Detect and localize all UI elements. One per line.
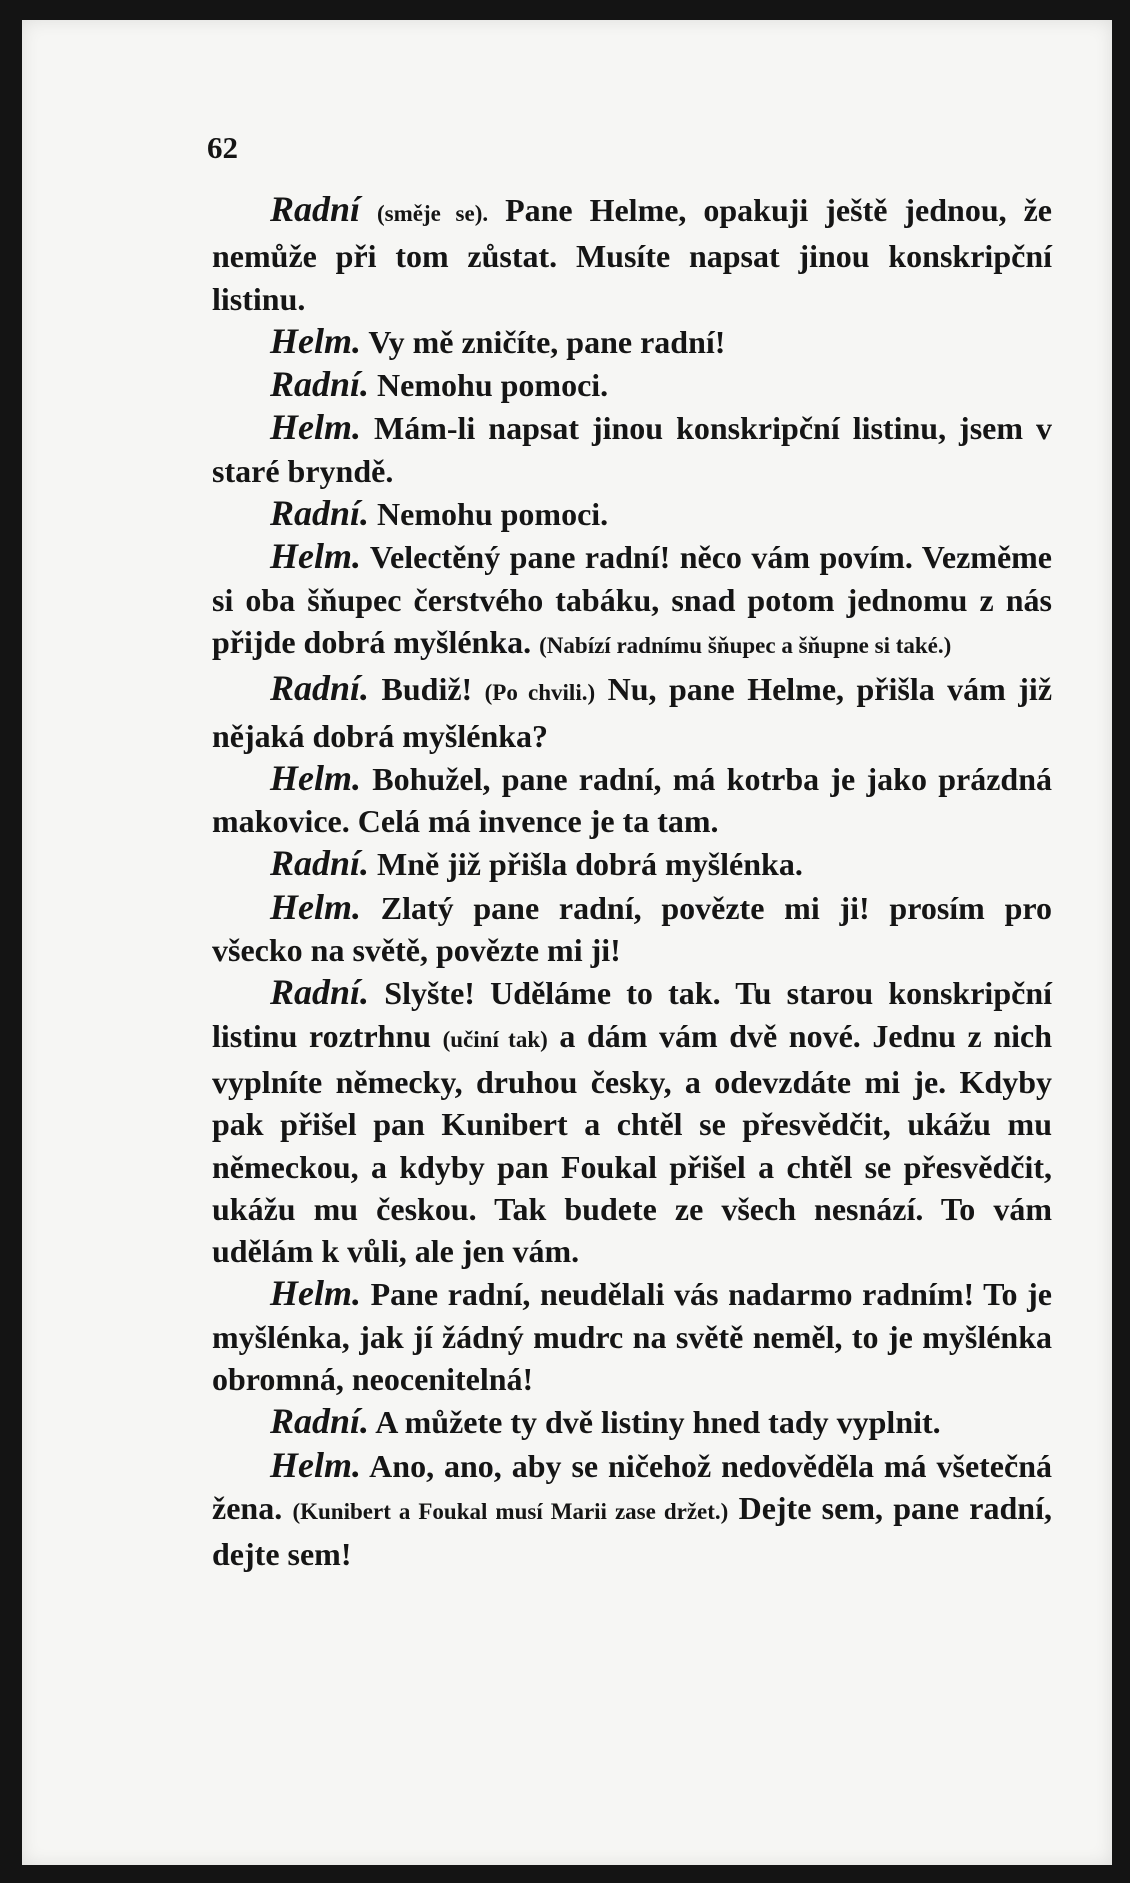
dialogue-paragraph	[212, 406, 1052, 492]
dialogue-paragraph	[212, 188, 1052, 320]
speaker-name: Helm.	[270, 886, 361, 927]
dialogue-paragraph	[212, 492, 1052, 535]
speaker-name: Radní.	[270, 493, 370, 534]
dialogue-paragraph	[212, 320, 1052, 363]
dialogue-line: Slyšte! Uděláme to tak. Tu starou konskripční listinu roztrhnu	[212, 975, 1053, 1054]
dialogue-line: Vy mě zničíte, pane radní!	[368, 323, 726, 360]
dialogue-line: Zlatý pane radní, povězte mi ji! prosím pro všecko na světě, povězte mi ji!	[212, 889, 1053, 969]
speaker-name: Radní.	[270, 1401, 370, 1442]
stage-direction: (Nabízí radnímu šňupec a šňupne si také.)	[539, 632, 952, 658]
speaker-name: Helm.	[270, 320, 361, 361]
speaker-name: Helm.	[270, 1273, 361, 1314]
speaker-name: Helm.	[270, 407, 361, 448]
speaker-name: Radní.	[270, 364, 370, 405]
dialogue-paragraph	[212, 1272, 1052, 1400]
speaker-name: Radní.	[270, 668, 370, 709]
speaker-name: Radní.	[270, 843, 370, 884]
stage-direction: (učiní tak)	[442, 1026, 548, 1052]
dialogue-paragraph	[212, 886, 1052, 972]
dialogue-paragraph	[212, 971, 1052, 1272]
dialogue-line: Budiž!	[381, 671, 473, 708]
dialogue-paragraph	[212, 667, 1052, 757]
speaker-name: Helm.	[270, 1444, 361, 1485]
stage-direction: (Kunibert a Foukal musí Marii zase držet.)	[292, 1498, 729, 1524]
dialogue-line: Pane radní, neudělali vás nadarmo radním! To je myšlénka, jak jí žádný mudrc na světě neměl, to je myšlénka obromná, neocenitelná!	[212, 1276, 1053, 1398]
dialogue-line: Nemohu pomoci.	[377, 496, 609, 533]
dialogue-paragraph	[212, 842, 1052, 885]
dialogue-paragraph	[212, 757, 1052, 843]
dialogue-paragraph	[212, 363, 1052, 406]
dialogue-line: Nu, pane Helme, přišla vám již nějaká dobrá myšlénka?	[212, 671, 1053, 754]
speaker-name: Radní.	[270, 972, 370, 1013]
book-page	[22, 20, 1112, 1865]
dialogue-paragraph	[212, 1400, 1052, 1443]
speaker-name: Radní	[270, 189, 361, 229]
dialogue-line: Ano, ano, aby se ničehož nedověděla má všetečná žena.	[212, 1447, 1053, 1526]
dialogue-line: Mám-li napsat jinou konskripční listinu, jsem v staré bryndě.	[212, 410, 1053, 489]
stage-direction: (Po chvili.)	[484, 680, 596, 706]
dialogue-paragraph	[212, 535, 1052, 667]
dialogue-line: Nemohu pomoci.	[377, 367, 609, 404]
stage-direction: (směje se).	[377, 201, 489, 226]
dialogue-line: A můžete ty dvě listiny hned tady vyplnit.	[375, 1404, 941, 1441]
dialogue-paragraph	[212, 1444, 1052, 1576]
dialogue-line: Mně již přišla dobrá myšlénka.	[377, 846, 803, 883]
dialogue-line: Velectěný pane radní! něco vám povím. Vezměme si oba šňupec čerstvého tabáku, snad potom jednomu z nás přijde dobrá myšlénka.	[212, 539, 1053, 660]
dialogue-line: Dejte sem, pane radní, dejte sem!	[212, 1489, 1052, 1573]
page-number: 62	[207, 130, 238, 165]
dialogue-line: Bohužel, pane radní, má kotrba je jako prázdná makovice. Celá má invence je ta tam.	[212, 760, 1053, 840]
speaker-name: Helm.	[270, 757, 361, 798]
dialogue-text	[212, 188, 1052, 1576]
speaker-name: Helm.	[270, 536, 361, 577]
dialogue-line: Pane Helme, opakuji ještě jednou, že nemůže při tom zůstat. Musíte napsat jinou konskripční listinu.	[212, 192, 1052, 317]
dialogue-line: a dám vám dvě nové. Jednu z nich vyplníte německy, druhou česky, a odevzdáte mi je. Kdyby pak přišel pan Kunibert a chtěl se přesvědčit, ukážu mu německou, a kdyby pan Foukal přišel a chtěl se přesvědčit, ukážu mu českou. Tak budete ze všech nesnází. To vám udělám k vůli, ale jen vám.	[212, 1017, 1052, 1270]
